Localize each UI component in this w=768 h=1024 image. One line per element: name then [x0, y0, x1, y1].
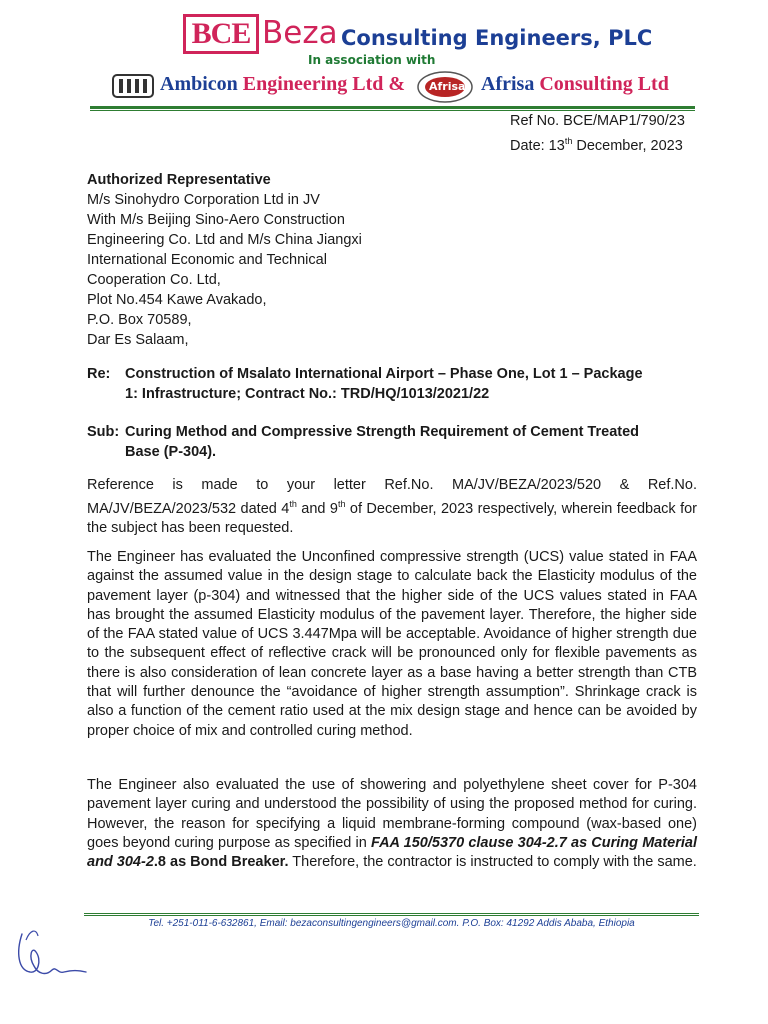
footer-contact: Tel. +251-011-6-632861, Email: bezaconsultingengineers@gmail.com. P.O. Box: 41292 Addis Ababa, Ethiopia: [148, 918, 635, 929]
address-line: With M/s Beijing Sino-Aero Construction: [87, 212, 345, 228]
reference-block: [510, 111, 685, 156]
date-prefix: Date: 13: [510, 137, 565, 154]
date-sup: th: [564, 136, 573, 146]
partner2-name: [481, 73, 669, 96]
p1-part-a: Reference is made to your letter Ref.No. MA/JV/BEZA/2023/520 & Ref.No. MA/JV/BEZA/2023/532 dated 4: [87, 477, 697, 518]
afrisa-logo: [416, 70, 474, 104]
association-text: In association with: [308, 53, 436, 67]
date-suffix: December, 2023: [572, 137, 683, 154]
re-label: Re:: [87, 366, 111, 382]
p3-part-a: The Engineer also evaluated the use of showering and polyethylene sheet cover for P-304 pavement layer curing and understood the possibility of using the proposed method for curing. However, the reason for specifying a liquid membrane-forming compound (wax-based one) goes beyond curing purpose as specified in: [87, 777, 697, 851]
re-line-1: Construction of Msalato International Airport – Phase One, Lot 1 – Package: [125, 366, 643, 382]
paragraph-ucs-evaluation: The Engineer has evaluated the Unconfined compressive strength (UCS) value stated in FAA against the assumed value in the design stage to calculate back the Elasticity modulus of the pavement layer (p-304) and witnessed that the higher side of the UCS values stated in FAA has brought the assumed Elasticity modulus of the pavement layer. Therefore, the higher side of the FAA stated value of UCS 3.447Mpa will be acceptable. Avoidance of higher strength due to the subsequent effect of reflective crack will be pronounced only for flexible pavements as there is also consideration of lean concrete layer as a base having a better strength than CTB that will further denounce the “avoidance of higher strength assumption”. Shrinkage crack is also a function of the cement ratio used at the mix design stage and hence can be avoided by proper choice of mix and controlled curing method.: [87, 549, 697, 739]
recipient-title: Authorized Representative: [87, 172, 271, 188]
partner2-first: Afrisa: [481, 73, 535, 95]
brand-name: Beza: [262, 15, 338, 51]
p3-bold-italic: FAA 150/5370 clause 304-2.7 as Curing Material and 304-2: [87, 834, 698, 871]
company-name: Consulting Engineers, PLC: [341, 26, 653, 50]
partner1-first: Ambicon: [160, 73, 238, 95]
paragraph-curing-method: [87, 776, 697, 872]
p1-sup-1: th: [289, 499, 297, 510]
partner1-name: [160, 73, 405, 96]
re-text: [125, 364, 700, 404]
subject-line: [0, 422, 768, 464]
p3-bold: .8 as Bond Breaker.: [153, 854, 289, 871]
sub-label: Sub:: [87, 424, 120, 440]
p3-part-c: Therefore, the contractor is instructed to comply with the same.: [288, 854, 697, 871]
header-divider: [90, 106, 695, 109]
recipient-address: [87, 170, 407, 350]
address-line: Engineering Co. Ltd and M/s China Jiangxi: [87, 232, 362, 248]
p1-part-c: of December, 2023 respectively, wherein feedback for the subject has been requested.: [87, 501, 697, 537]
address-line: Cooperation Co. Ltd,: [87, 272, 221, 288]
paragraph-reference: [87, 476, 697, 539]
re-line: [0, 364, 768, 406]
address-line: Plot No.454 Kawe Avakado,: [87, 292, 267, 308]
partner1-rest: Engineering Ltd &: [237, 73, 406, 95]
address-line: Dar Es Salaam,: [87, 332, 189, 348]
signature-icon: [8, 922, 98, 982]
p1-part-b: and 9: [296, 501, 338, 518]
re-line-2: 1: Infrastructure; Contract No.: TRD/HQ/1013/2021/22: [125, 386, 490, 402]
bce-logo: BCE: [183, 14, 259, 54]
footer-divider: [84, 913, 699, 914]
p1-sup-2: th: [337, 499, 346, 510]
ambicon-logo-icon: [111, 71, 155, 101]
footer-divider-thin: [84, 915, 699, 916]
reference-number: Ref No. BCE/MAP1/790/23: [510, 113, 685, 129]
address-line: M/s Sinohydro Corporation Ltd in JV: [87, 192, 320, 208]
sub-text: [125, 422, 700, 462]
address-line: P.O. Box 70589,: [87, 312, 192, 328]
partner2-rest: Consulting Ltd: [534, 73, 669, 95]
letter-date: [510, 131, 685, 156]
afrisa-logo-text: Afrisa: [429, 80, 466, 93]
address-line: International Economic and Technical: [87, 252, 327, 268]
sub-line-2: Base (P-304).: [125, 444, 217, 460]
sub-line-1: Curing Method and Compressive Strength Requirement of Cement Treated: [125, 424, 640, 440]
